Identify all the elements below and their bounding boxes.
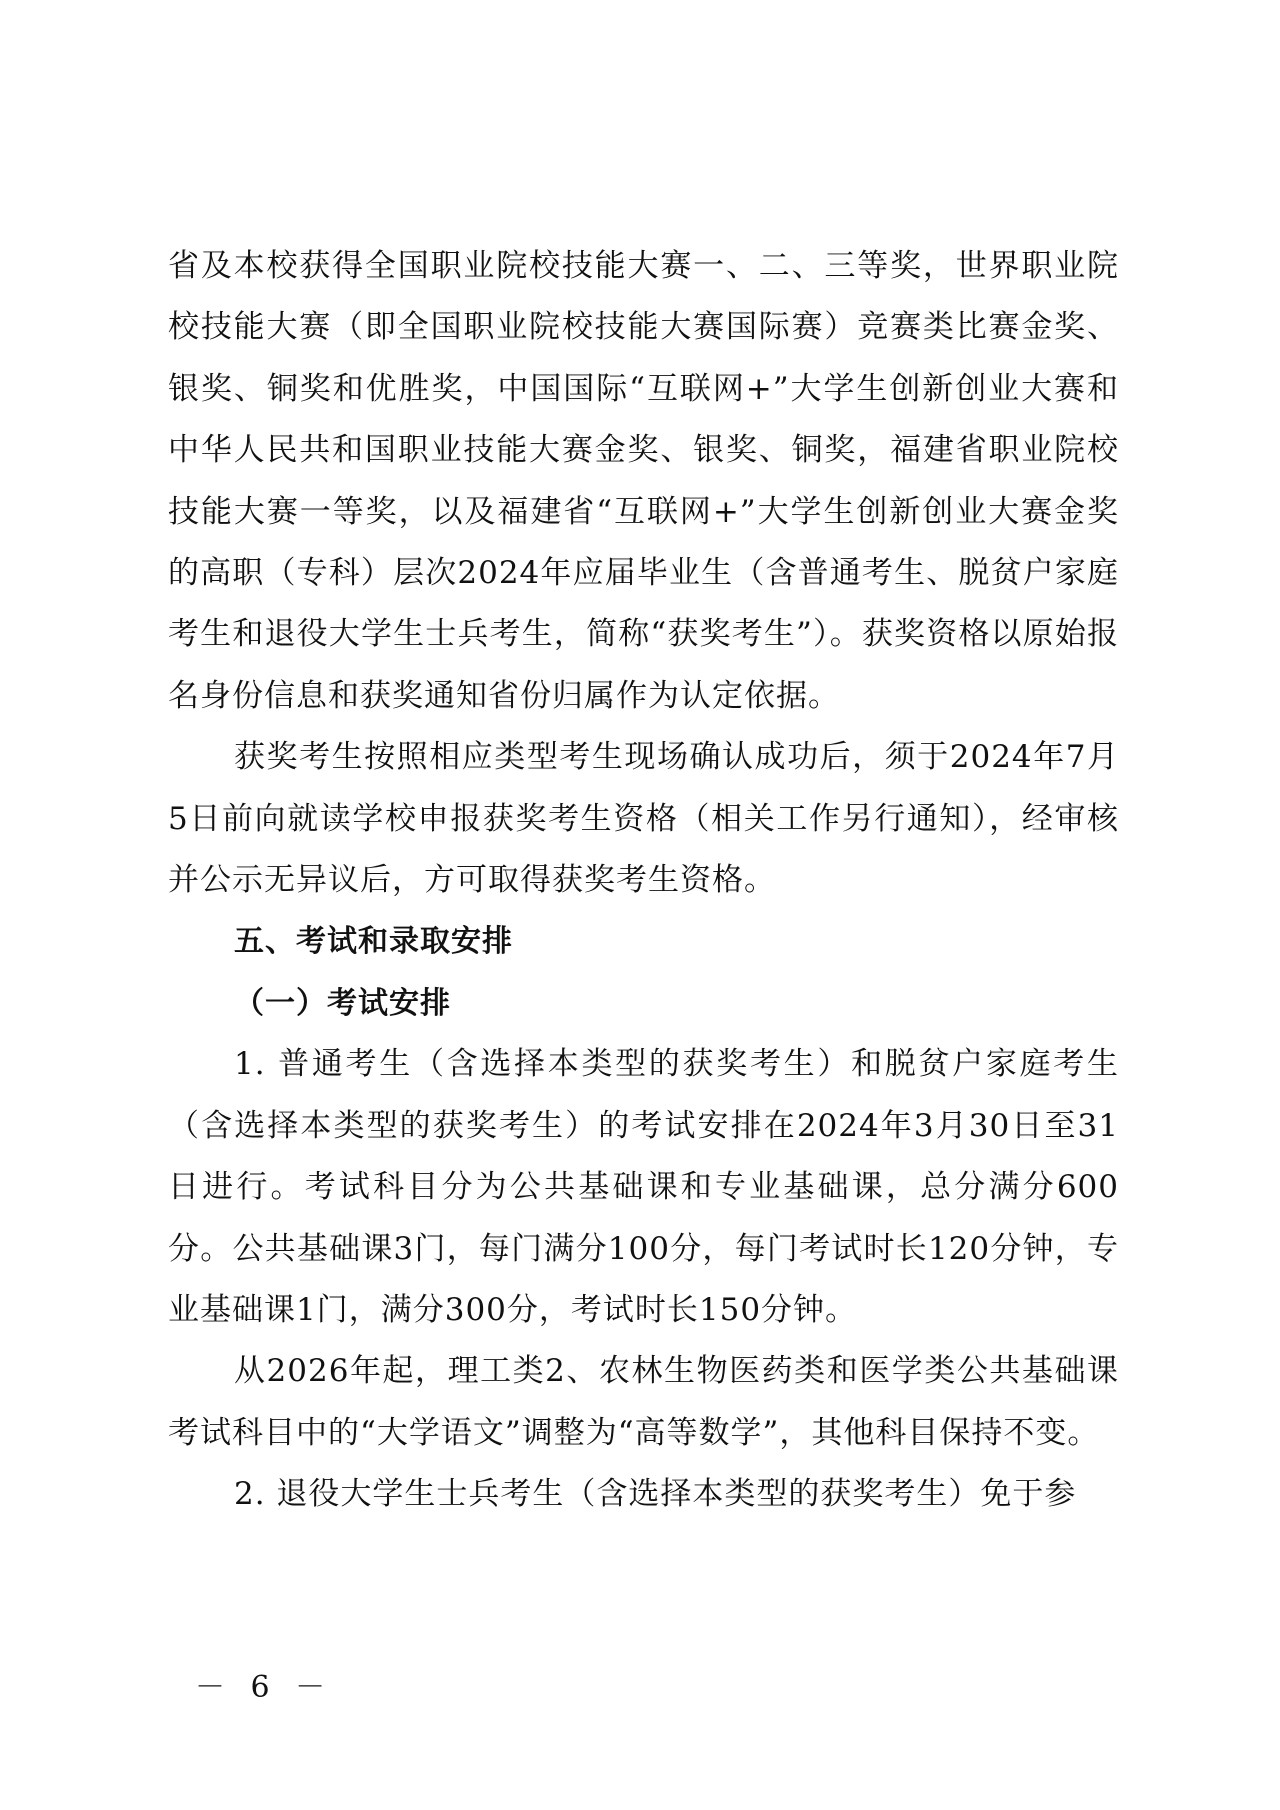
- paragraph-subject-change: 从2026年起，理工类2、农林生物医药类和医学类公共基础课考试科目中的“大学语文”调整为“高等数学”，其他科目保持不变。: [168, 1353, 1119, 1451]
- paragraph-award-application: 获奖考生按照相应类型考生现场确认成功后，须于2024年7月5日前向就读学校申报获奖考生资格（相关工作另行通知），经审核并公示无异议后，方可取得获奖考生资格。: [168, 739, 1119, 899]
- section-heading: 五、考试和录取安排: [234, 924, 513, 960]
- paragraph-veteran-students: 2. 退役大学生士兵考生（含选择本类型的获奖考生）免于参: [234, 1476, 1077, 1513]
- paragraph-exam-schedule: 1. 普通考生（含选择本类型的获奖考生）和脱贫户家庭考生（含选择本类型的获奖考生）的考试安排在2024年3月30日至31日进行。考试科目分为公共基础课和专业基础课，总分满分600分。公共基础课3门，每门满分100分，每门考试时长120分钟，专业基础课1门，满分300分，考试时长150分钟。: [168, 1046, 1119, 1328]
- subsection-heading: （一）考试安排: [234, 985, 451, 1021]
- document-body: [168, 236, 1119, 1526]
- paragraph-award-eligibility: 省及本校获得全国职业院校技能大赛一、二、三等奖，世界职业院校技能大赛（即全国职业院校技能大赛国际赛）竞赛类比赛金奖、银奖、铜奖和优胜奖，中国国际“互联网+”大学生创新创业大赛和中华人民共和国职业技能大赛金奖、银奖、铜奖，福建省职业院校技能大赛一等奖，以及福建省“互联网+”大学生创新创业大赛金奖的高职（专科）层次2024年应届毕业生（含普通考生、脱贫户家庭考生和退役大学生士兵考生，简称“获奖考生”）。获奖资格以原始报名身份信息和获奖通知省份归属作为认定依据。: [168, 248, 1119, 714]
- page-number: － 6 －: [195, 1670, 334, 1705]
